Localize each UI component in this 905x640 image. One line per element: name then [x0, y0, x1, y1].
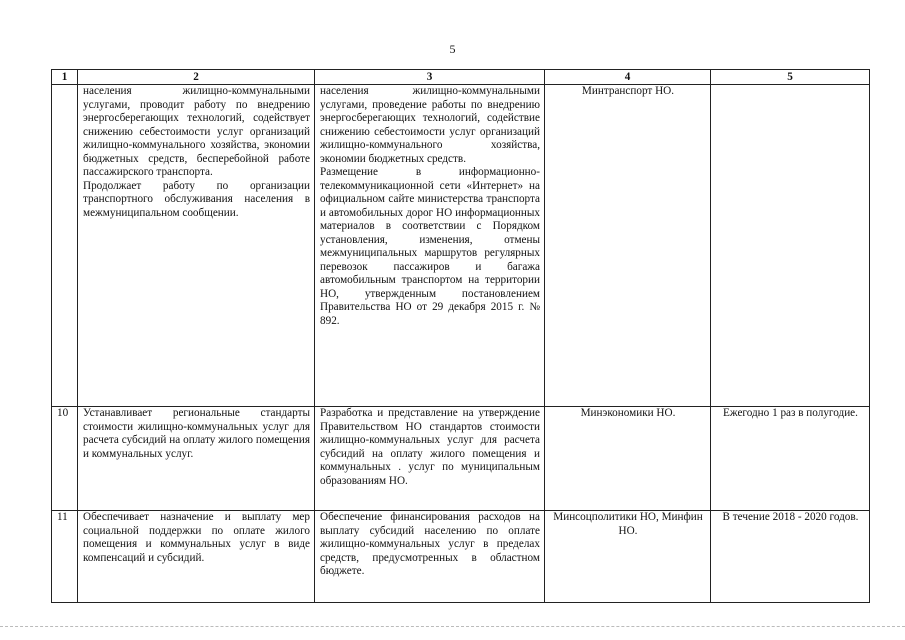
row-number: 10	[52, 407, 78, 511]
table-row	[52, 511, 870, 603]
measures-table	[51, 69, 870, 603]
measure-paragraph: Обеспечивает назначение и выплату мер социальной поддержки по оплате жилого помещения и коммунальных услуг в виде компенсаций и субсидий.	[83, 511, 310, 564]
measure-description	[78, 407, 315, 511]
measure-description	[78, 511, 315, 603]
measure-paragraph: Продолжает работу по организации транспортного обслуживания населения в межмуниципальном сообщении.	[83, 179, 310, 219]
deadline: Ежегодно 1 раз в полугодие.	[711, 407, 870, 511]
column-header-3: 3	[315, 70, 545, 85]
table-header-row	[52, 70, 870, 85]
column-header-2: 2	[78, 70, 315, 85]
page-bottom-divider	[0, 626, 905, 627]
row-number: 11	[52, 511, 78, 603]
responsible-agency: Минэкономики НО.	[545, 407, 711, 511]
responsible-agency: Минсоцполитики НО, Минфин НО.	[545, 511, 711, 603]
column-header-4: 4	[545, 70, 711, 85]
action-paragraph: Разработка и представление на утверждение Правительством НО стандартов стоимости жилищно-коммунальных услуг для расчета субсидий на оплату жилого помещения и коммунальных . услуг по муниципальным образованиям НО.	[320, 407, 540, 487]
action-description	[315, 511, 545, 603]
column-header-5: 5	[711, 70, 870, 85]
row-number	[52, 85, 78, 407]
table-row	[52, 85, 870, 407]
action-paragraph: Размещение в информационно-телекоммуникационной сети «Интернет» на официальном сайте министерства транспорта и автомобильных дорог НО информационных материалов в соответствии с Порядком установления, изменения, отмены межмуниципальных маршрутов регулярных перевозок пассажиров и багажа автомобильным транспортом на территории НО, утвержденным постановлением Правительства НО от 29 декабря 2015 г. № 892.	[320, 166, 540, 327]
measure-paragraph: населения жилищно-коммунальными услугами, проводит работу по внедрению энергосберегающих технологий, содействует снижению себестоимости услуг организаций жилищно-коммунального хозяйства, экономии бюджетных средств, бесперебойной работе пассажирского транспорта.	[83, 85, 310, 178]
column-header-1: 1	[52, 70, 78, 85]
deadline: В течение 2018 - 2020 годов.	[711, 511, 870, 603]
action-description	[315, 85, 545, 407]
action-paragraph: Обеспечение финансирования расходов на выплату субсидий населению по оплате жилищно-коммунальных услуг в пределах средств, предусмотренных в областном бюджете.	[320, 511, 540, 577]
deadline	[711, 85, 870, 407]
table-row	[52, 407, 870, 511]
action-description	[315, 407, 545, 511]
measure-paragraph: Устанавливает региональные стандарты стоимости жилищно-коммунальных услуг для расчета субсидий на оплату жилого помещения и коммунальных услуг.	[83, 407, 310, 460]
responsible-agency: Минтранспорт НО.	[545, 85, 711, 407]
action-paragraph: населения жилищно-коммунальными услугами, проведение работы по внедрению энергосберегающих технологий, содействие снижению себестоимости услуг организаций жилищно-коммунального хозяйства, экономии бюджетных средств.	[320, 85, 540, 165]
measure-description	[78, 85, 315, 407]
page-number: 5	[449, 42, 456, 56]
